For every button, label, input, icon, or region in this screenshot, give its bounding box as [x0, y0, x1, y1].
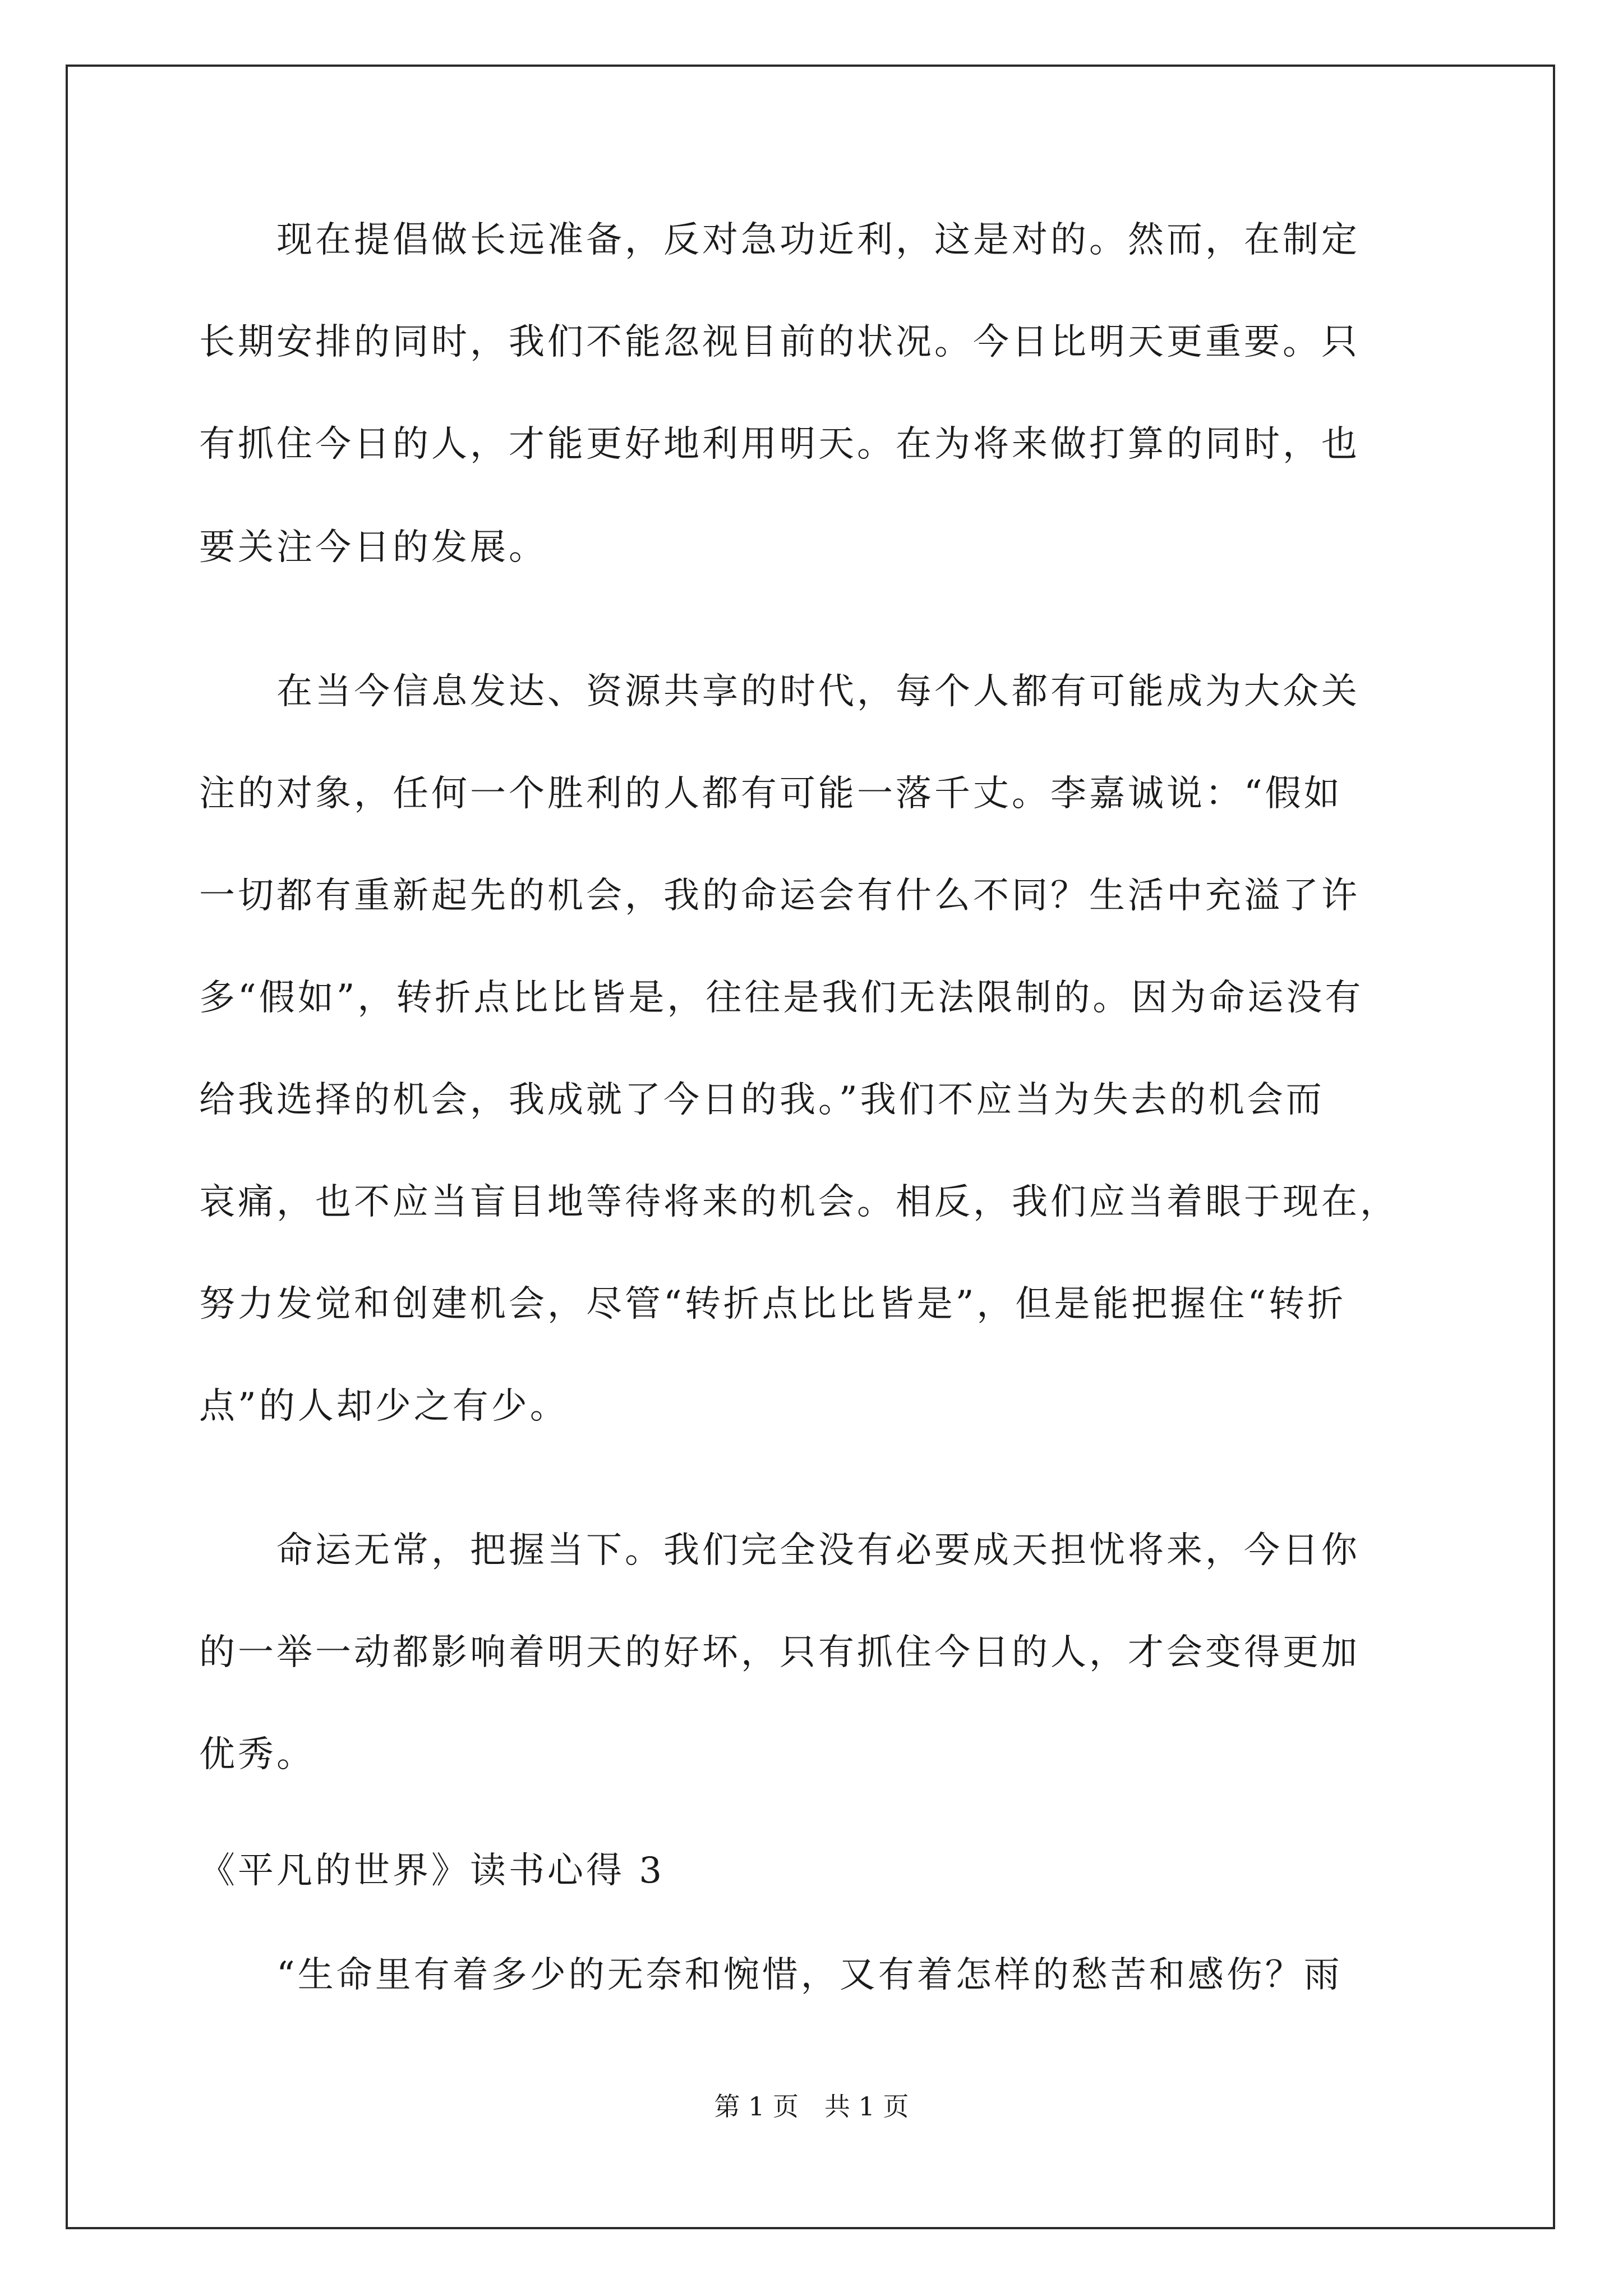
- text-line: 点”的人却少之有少。: [199, 1386, 569, 1427]
- text-line: 长期安排的同时，我们不能忽视目前的状况。今日比明天更重要。只: [199, 321, 1360, 363]
- text-line: 注的对象，任何一个胜利的人都有可能一落千丈。李嘉诚说：“假如: [199, 773, 1343, 815]
- text-line: “生命里有着多少的无奈和惋惜，又有着怎样的愁苦和感伤？雨: [199, 1954, 1343, 1996]
- text-line: 多“假如”，转折点比比皆是，往往是我们无法限制的。因为命运没有: [199, 977, 1364, 1019]
- text-line: 努力发觉和创建机会，尽管“转折点比比皆是”，但是能把握住“转折: [199, 1283, 1347, 1325]
- text-line: 优秀。: [199, 1734, 315, 1775]
- text-line: 给我选择的机会，我成就了今日的我。”我们不应当为失去的机会而: [199, 1079, 1325, 1121]
- text-line: 一切都有重新起先的机会，我的命运会有什么不同？生活中充溢了许: [199, 875, 1360, 917]
- page-footer: 第 1 页 共 1 页: [714, 2091, 909, 2122]
- text-line: 命运无常，把握当下。我们完全没有必要成天担忧将来，今日你: [199, 1530, 1360, 1571]
- section-heading: 《平凡的世界》读书心得 3: [199, 1850, 665, 1892]
- text-line: 要关注今日的发展。: [199, 527, 547, 568]
- page-border: [66, 65, 1555, 2229]
- text-line: 哀痛，也不应当盲目地等待将来的机会。相反，我们应当着眼于现在，: [199, 1181, 1399, 1223]
- text-line: 在当今信息发达、资源共享的时代，每个人都有可能成为大众关: [199, 671, 1360, 712]
- text-line: 有抓住今日的人，才能更好地利用明天。在为将来做打算的同时，也: [199, 424, 1360, 465]
- text-line: 的一举一动都影响着明天的好坏，只有抓住今日的人，才会变得更加: [199, 1632, 1360, 1673]
- text-line: 现在提倡做长远准备，反对急功近利，这是对的。然而，在制定: [199, 219, 1360, 261]
